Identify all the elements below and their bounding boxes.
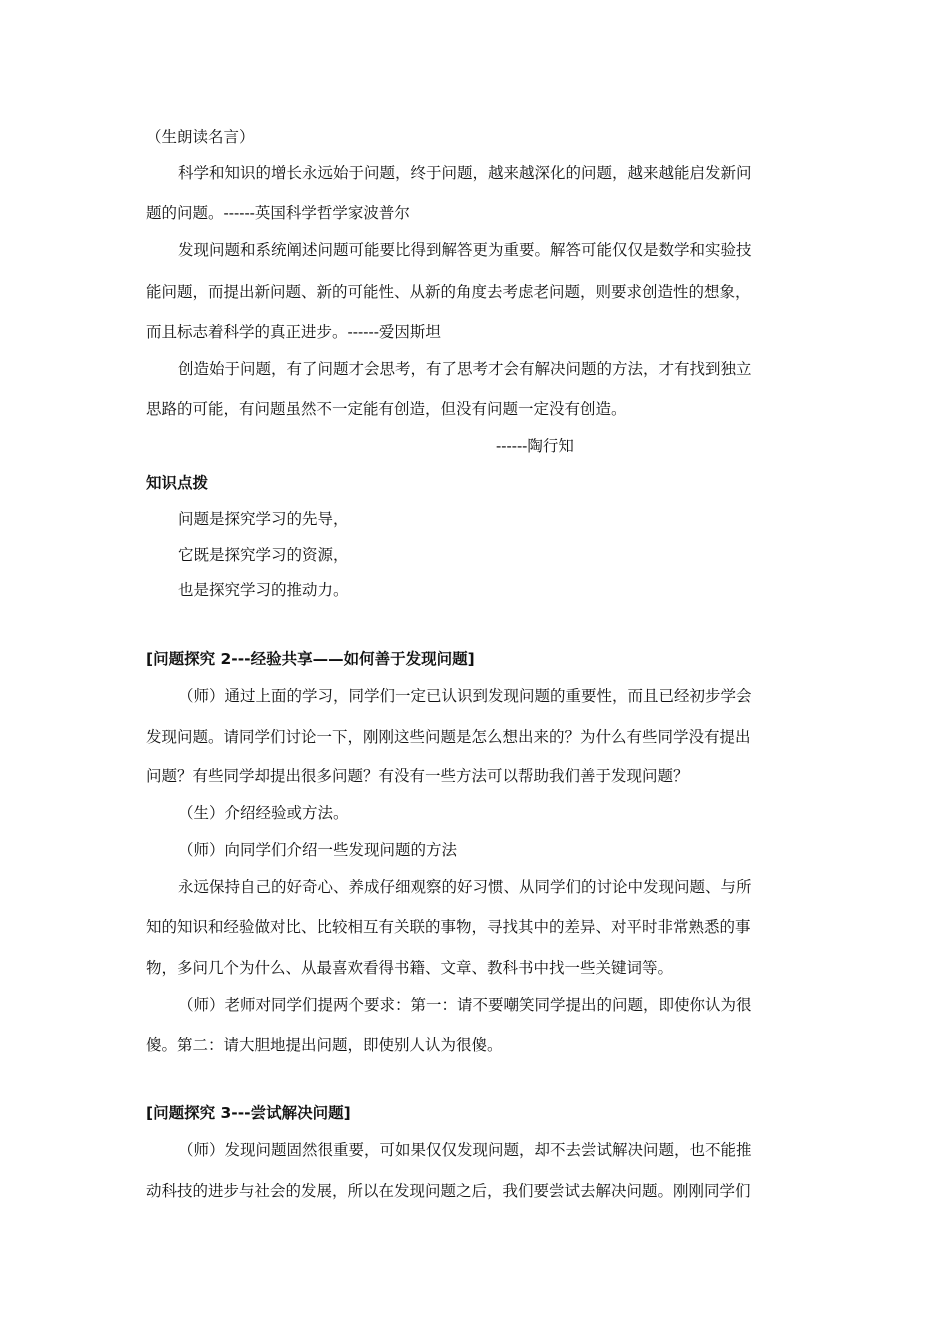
- section3-line-2: 动科技的进步与社会的发展，所以在发现问题之后，我们要尝试去解决问题。刚刚同学们: [146, 1182, 751, 1200]
- section2-p1-line-1: （师）通过上面的学习，同学们一定已认识到发现问题的重要性，而且已经初步学会: [178, 687, 752, 705]
- knowledge-line-2: 它既是探究学习的资源，: [178, 546, 349, 564]
- section2-p3-line-1: （师）向同学们介绍一些发现问题的方法: [178, 841, 458, 859]
- section2-p1-line-2: 发现问题。请同学们讨论一下，刚刚这些问题是怎么想出来的？为什么有些同学没有提出: [146, 728, 751, 746]
- quote-2-line-2: 能问题，而提出新问题、新的可能性、从新的角度去考虑老问题，则要求创造性的想象，: [146, 283, 751, 301]
- quote-2-line-1: 发现问题和系统阐述问题可能要比得到解答更为重要。解答可能仅仅是数学和实验技: [178, 241, 752, 259]
- quote-2-line-3: 而且标志着科学的真正进步。------爱因斯坦: [146, 323, 441, 341]
- section2-p5-line-1: （师）老师对同学们提两个要求：第一：请不要嘲笑同学提出的问题，即使你认为很: [178, 996, 752, 1014]
- section2-p4-line-2: 知的知识和经验做对比、比较相互有关联的事物，寻找其中的差异、对平时非常熟悉的事: [146, 918, 751, 936]
- quote-1-line-2: 题的问题。------英国科学哲学家波普尔: [146, 204, 410, 222]
- section2-p1-line-3: 问题？有些同学却提出很多问题？有没有一些方法可以帮助我们善于发现问题？: [146, 767, 689, 785]
- section3-heading: [问题探究 3---尝试解决问题]: [146, 1104, 351, 1122]
- quote-3-attribution: ------陶行知: [496, 437, 574, 455]
- quotes-intro: （生朗读名言）: [146, 128, 255, 146]
- section2-heading: [问题探究 2---经验共享——如何善于发现问题]: [146, 650, 475, 668]
- section2-p2-line-1: （生）介绍经验或方法。: [178, 804, 349, 822]
- knowledge-line-1: 问题是探究学习的先导，: [178, 510, 349, 528]
- section2-p4-line-1: 永远保持自己的好奇心、养成仔细观察的好习惯、从同学们的讨论中发现问题、与所: [178, 878, 752, 896]
- quote-3-line-2: 思路的可能，有问题虽然不一定能有创造，但没有问题一定没有创造。: [146, 400, 627, 418]
- quote-3-line-1: 创造始于问题，有了问题才会思考，有了思考才会有解决问题的方法，才有找到独立: [178, 360, 752, 378]
- knowledge-line-3: 也是探究学习的推动力。: [178, 581, 349, 599]
- quote-1-line-1: 科学和知识的增长永远始于问题，终于问题，越来越深化的问题，越来越能启发新问: [178, 164, 752, 182]
- section2-p4-line-3: 物，多问几个为什么、从最喜欢看得书籍、文章、教科书中找一些关键词等。: [146, 959, 674, 977]
- knowledge-heading: 知识点拨: [146, 474, 209, 492]
- section3-line-1: （师）发现问题固然很重要，可如果仅仅发现问题，却不去尝试解决问题，也不能推: [178, 1141, 752, 1159]
- section2-p5-line-2: 傻。第二：请大胆地提出问题，即使别人认为很傻。: [146, 1036, 503, 1054]
